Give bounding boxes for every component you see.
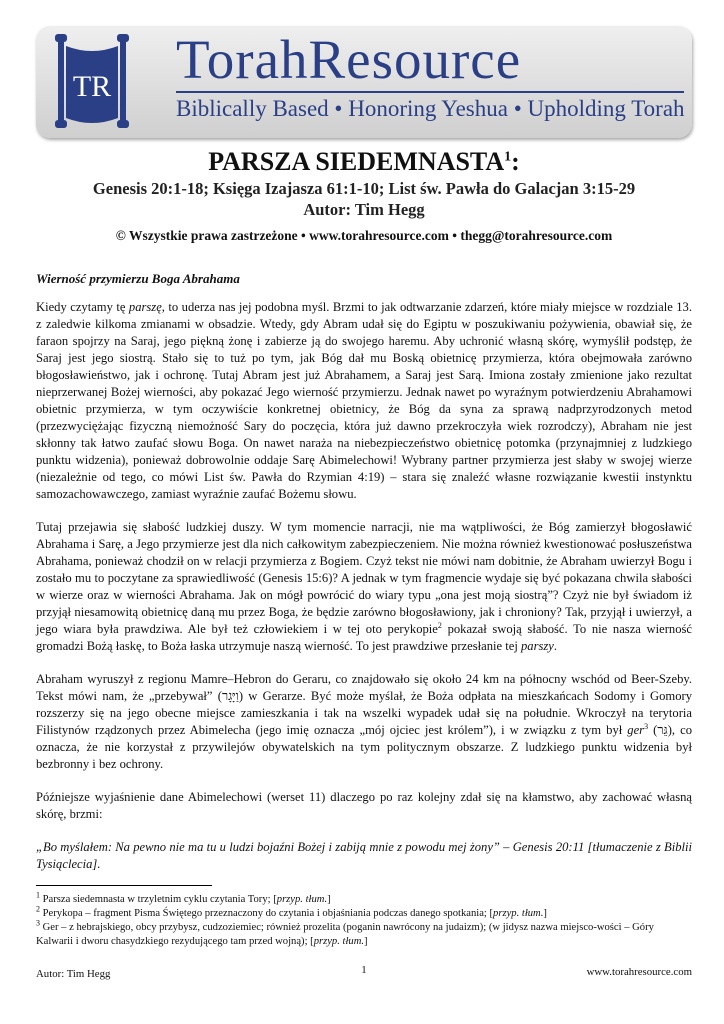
footer-website-link[interactable]: www.torahresource.com: [586, 966, 692, 978]
hebrew-word-ger: גֵּר: [657, 723, 668, 737]
copyright-line: © Wszystkie prawa zastrzeżone • www.torahresource.com • thegg@torahresource.com: [115, 228, 613, 243]
footnote-2: $^2$ Perykopa – fragment Pisma Świętego przeznaczony do czytania i objaśniania podczas danego spotkania; [przyp. tłum.]: [36, 904, 547, 919]
header-banner: [36, 26, 692, 138]
page-footer: [36, 964, 692, 980]
author-line: Autor: Tim Hegg: [303, 200, 425, 219]
paragraph-1: Kiedy czytamy tę parszę, to uderza nas jej podobna myśl. Brzmi to jak odtwarzanie zdarzeń, które miały miejsce w rozdziale 13. z zaledwie kilkoma zmianami w obsadzie. Wtedy, gdy Abram udał się do Egiptu w poszukiwaniu pożywienia, obawiał się, że faraon spojrzy na Saraj, jego piękną żonę i zabierze ją do swojego haremu. Aby uchronić własną skórę, wymyślił podstęp, że Saraj jest jego siostrą. Stało się to tuż po tym, jak Bóg dał mu Boską obietnicę przymierza, która obejmowała zarówno błogosławieństwo, jak i ochronę. Tutaj Abram jest już Abrahamem, a Saraj jest Sarą. Imiona zostały zmienione jako rezultat nieprzerwanej Bożej wierności, aby pokazać Jego wierność przymierzu. Jednak nawet po wyraźnym potwierdzeniu Abrahamowi obietnic przymierza, w tym oczywiście konkretnej obietnicy, że Bóg da syna za sprawą nadprzyrodzonych metod (przezwyciężając fizyczną niemożność Sary do poczęcia, która już dawno przekroczyła wiek rozrodczy), Abraham nie jest skłonny tak łatwo zaufać słowu Boga. On nawet naraża na niebezpieczeństwo obietnicę potomka (przynajmniej z ludzkiego punktu widzenia), ponieważ dobrowolnie oddaje Sarę Abimelechowi! Wybrany partner przymierza jest słaby w swojej wierze (niezależnie od tego, co mówi List św. Pawła do Rzymian 4:19) – stara się znaleźć własne rozwiązanie kwestii instynktu samozachowawczego, zamiast wyraźnie zaufać Bożemu słowu.: [36, 300, 692, 501]
footer-author: Autor: Tim Hegg: [36, 968, 111, 980]
torah-scroll-logo-icon: [54, 32, 130, 132]
page-title: PARSZA SIEDEMNASTA$^1$:: [208, 147, 520, 176]
paragraph-3: Abraham wyruszył z regionu Mamre–Hebron do Geraru, co znajdowało się około 24 km na północny wschód od Beer-Szeby. Tekst mówi nam, że „przebywał” (וַיָּגָר) w Gerarze. Być może myślał, że Boża odpłata na mieszkańcach Sodomy i Gomory rozszerzy się na jego obecne miejsce zamieszkania i tak na wszelki wypadek udał się na południe. Wkroczył na terytoria Filistynów rządzonych przez Abimelecha (jego imię oznacza „mój ojciec jest królem”), i w związku z tym był ger$^3$ (גֵּר), co oznacza, że nie korzystał z przywilejów obywatelskich na tym politycznym obszarze. Z ludzkiego punktu widzenia był bezbronny i bez ochrony.: [36, 672, 693, 771]
footnote-3: $^3$ Ger – z hebrajskiego, obcy przybysz, cudzoziemiec; również prozelita (poganin nawrócony na judaizm); (w jidysz nazwa miejsco-wości – Góry Kalwarii i dworu chasydzkiego rezydującego tam przed wojną); [przyp. tłum.]: [36, 918, 654, 947]
brand-divider: [176, 91, 684, 93]
footnote-divider: [36, 885, 212, 886]
block-quote: „Bo myślałem: Na pewno nie ma tu u ludzi bojaźni Bożej i zabiją mnie z powodu mej żony” – Genesis 20:11 [tłumaczenie z Biblii Tysiąclecia].: [36, 840, 692, 871]
footnote-ref-2[interactable]: 2: [437, 620, 442, 630]
page-number: 1: [361, 964, 367, 976]
brand-tagline: Biblically Based • Honoring Yeshua • Upholding Torah: [176, 96, 685, 121]
hebrew-word-vayagar: וַיָּגָר: [221, 689, 239, 703]
title-block: [36, 146, 692, 245]
footnote-ref-1[interactable]: 1: [504, 149, 512, 165]
footnotes: [36, 890, 692, 949]
brand-title: TorahResource: [176, 29, 522, 90]
footnote-ref-3[interactable]: 3: [644, 721, 649, 731]
paragraph-2: Tutaj przejawia się słabość ludzkiej duszy. W tym momencie narracji, nie ma wątpliwości, że Bóg zamierzył błogosławić Abrahama i Sarę, a Jego przymierze jest dla nich całkowitym zabezpieczeniem. Nie można również kwestionować posłuszeństwa Abrahama, ponieważ chodził on w relacji przymierza z Bogiem. Czyż tekst nie mówi nam dobitnie, że Abraham uwierzył Bogu i zostało mu to poczytane za sprawiedliwość (Genesis 15:6)? A jednak w tym fragmencie wydaje się być pokazana chwila słabości w wierze oraz w wierności Abrahama. Jak on mógł powrócić do wiary typu „ona jest moją siostrą”? Czyż nie był świadom iż przyjął niesamowitą obietnicę daną mu przez Boga, że będzie zarówno błogosławiony, jak i chroniony? Tak, przyjął i uwierzył, a jego wiara była prawdziwa. Ale był też człowiekiem i w tej oto perykopie$^2$ pokazał swoją słabość. To nie nasza wierność gromadzi Bożą łaskę, to Boża łaska utrzymuje naszą wierność. To jest prawdziwe przesłanie tej parszy.: [36, 520, 692, 653]
logo-letters: TR: [72, 70, 112, 103]
paragraph-4: Późniejsze wyjaśnienie dane Abimelechowi (werset 11) dlaczego po raz kolejny zdał się na kłamstwo, aby zachować własną skórę, brzmi:: [36, 790, 692, 821]
article-body: [36, 270, 692, 889]
footnote-1: $^1$ Parsza siedemnasta w trzyletnim cyklu czytania Tory; [przyp. tłum.]: [36, 890, 331, 905]
section-heading: Wierność przymierzu Boga Abrahama: [36, 271, 240, 286]
readings: Genesis 20:1-18; Księga Izajasza 61:1-10; List św. Pawła do Galacjan 3:15-29: [92, 179, 636, 198]
